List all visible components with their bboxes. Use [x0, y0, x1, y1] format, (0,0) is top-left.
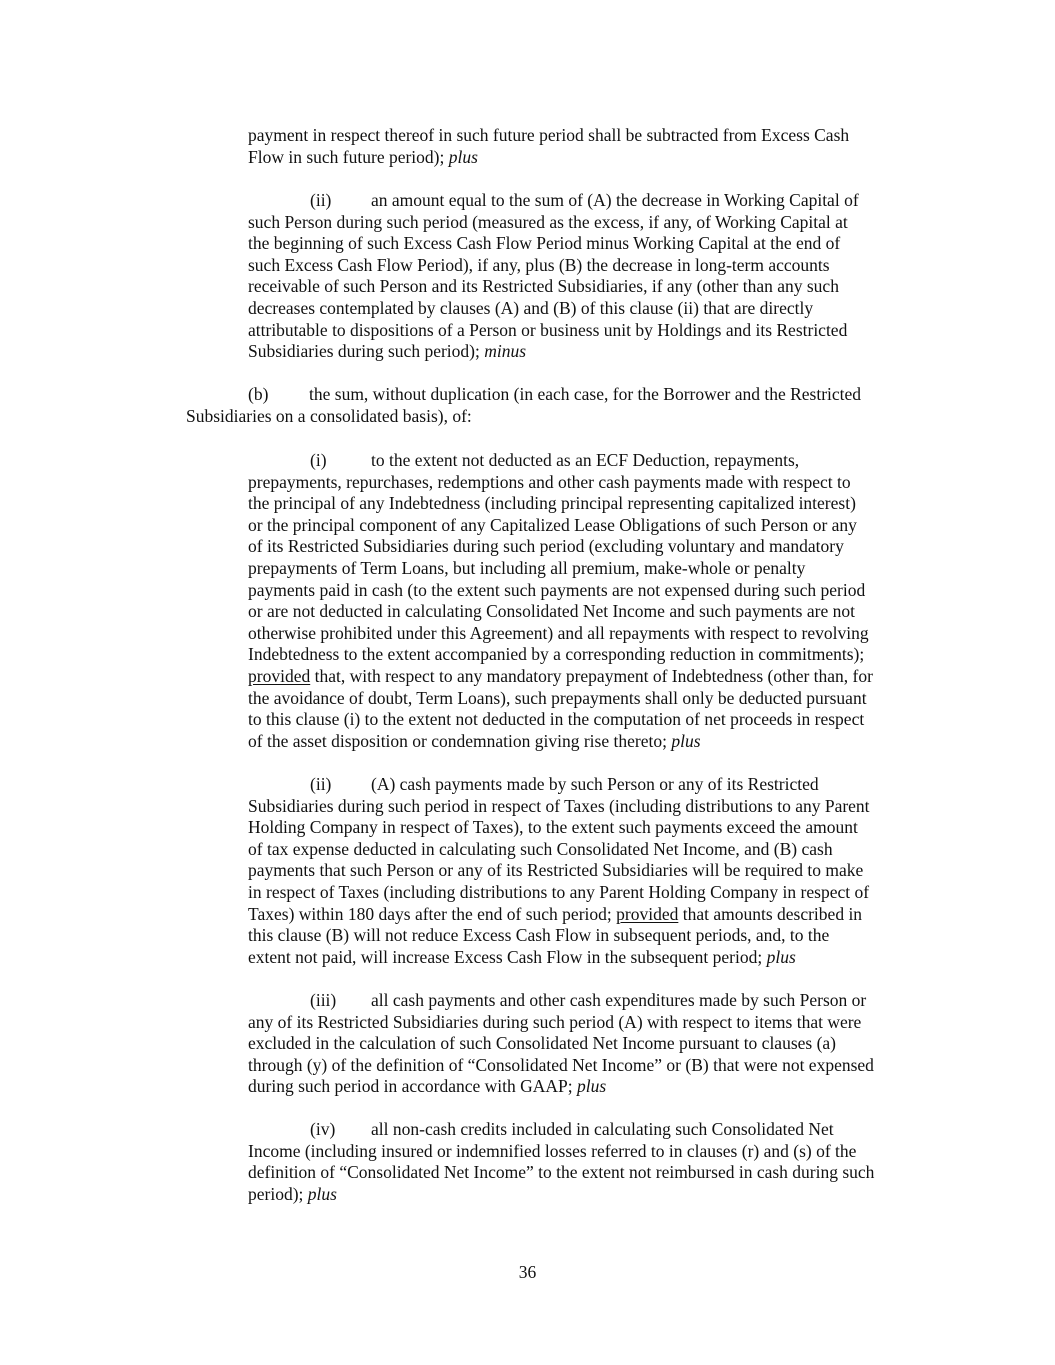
page-number: 36: [518, 1262, 537, 1282]
clause-label: (ii): [310, 774, 332, 794]
conjunction: plus: [671, 730, 701, 751]
clause-label: (ii): [310, 190, 332, 210]
clause-label: (i): [310, 450, 327, 470]
conjunction: plus: [766, 946, 796, 967]
clause-b-paragraph: (b) the sum, without duplication (in each case, for the Borrower and the Restricted Subsidiaries on a consolidated basis), of:: [186, 384, 862, 426]
clause-label: (iv): [310, 1119, 336, 1139]
provided-term: provided: [248, 665, 311, 686]
clause-label: (b): [248, 384, 269, 404]
conjunction: minus: [484, 341, 527, 362]
clause-b-iv-paragraph: (iv) all non-cash credits included in calculating such Consolidated Net Income (including insured or indemnified losses referred to in clauses (r) and (s) of the definition of “Consolidated Net Income” to the extent not reimbursed in cash during such period); plus: [248, 1119, 875, 1204]
clause-b-iii-paragraph: (iii) all cash payments and other cash expenditures made by such Person or any of its Restricted Subsidiaries during such period (A) with respect to items that were excluded in the calculation of such Consolidated Net Income pursuant to clauses (a) through (y) of the definition of “Consolidated Net Income” or (B) that were not expensed during such period in accordance with GAAP; plus: [248, 990, 874, 1097]
clause-b-i-paragraph: (i) to the extent not deducted as an ECF Deduction, repayments, prepayments, repurchases, redemptions and other cash payments made with respect to the principal of any Indebtedness (including principal representing capitalized interest) or the principal component of any Capitalized Lease Obligations of such Person or any of its Restricted Subsidiaries during such period (excluding voluntary and mandatory prepayments of Term Loans, but including all premium, make-whole or penalty payments paid in cash (to the extent such payments are not expensed during such period or are not deducted in calculating Consolidated Net Income and such payments are not otherwise prohibited under this Agreement) and all repayments with respect to revolving Indebtedness to the extent accompanied by a corresponding reduction in commitments); provided that, with respect to any mandatory prepayment of Indebtedness (other than, for the avoidance of doubt, Term Loans), such prepayments shall only be deducted pursuant to this clause (i) to the extent not deducted in the computation of net proceeds in respect of the asset disposition or condemnation giving rise thereto; plus: [248, 450, 873, 751]
provided-term: provided: [616, 903, 679, 924]
carryover-paragraph: payment in respect thereof in such future period shall be subtracted from Excess Cash Flow in such future period); plus: [248, 125, 850, 167]
clause-label: (iii): [310, 990, 337, 1010]
conjunction: plus: [307, 1183, 337, 1204]
conjunction: plus: [577, 1076, 607, 1097]
clause-b-ii-paragraph: (ii) (A) cash payments made by such Person or any of its Restricted Subsidiaries during such period in respect of Taxes (including distributions to any Parent Holding Company in respect of Taxes), to the extent such payments exceed the amount of tax expense deducted in calculating such Consolidated Net Income, and (B) cash payments that such Person or any of its Restricted Subsidiaries will be required to make in respect of Taxes (including distributions to any Parent Holding Company in respect of Taxes) within 180 days after the end of such period; provided that amounts described in this clause (B) will not reduce Excess Cash Flow in subsequent periods, and, to the extent not paid, will increase Excess Cash Flow in the subsequent period; plus: [248, 774, 870, 967]
conjunction: plus: [448, 146, 478, 167]
clause-a-ii-paragraph: (ii) an amount equal to the sum of (A) the decrease in Working Capital of such Person during such period (measured as the excess, if any, of Working Capital at the beginning of such Excess Cash Flow Period minus Working Capital at the end of such Excess Cash Flow Period), if any, plus (B) the decrease in long-term accounts receivable of such Person and its Restricted Subsidiaries, if any (other than any such decreases contemplated by clauses (A) and (B) of this clause (ii) that are directly attributable to dispositions of a Person or business unit by Holdings and its Restricted Subsidiaries during such period); minus: [248, 190, 859, 362]
